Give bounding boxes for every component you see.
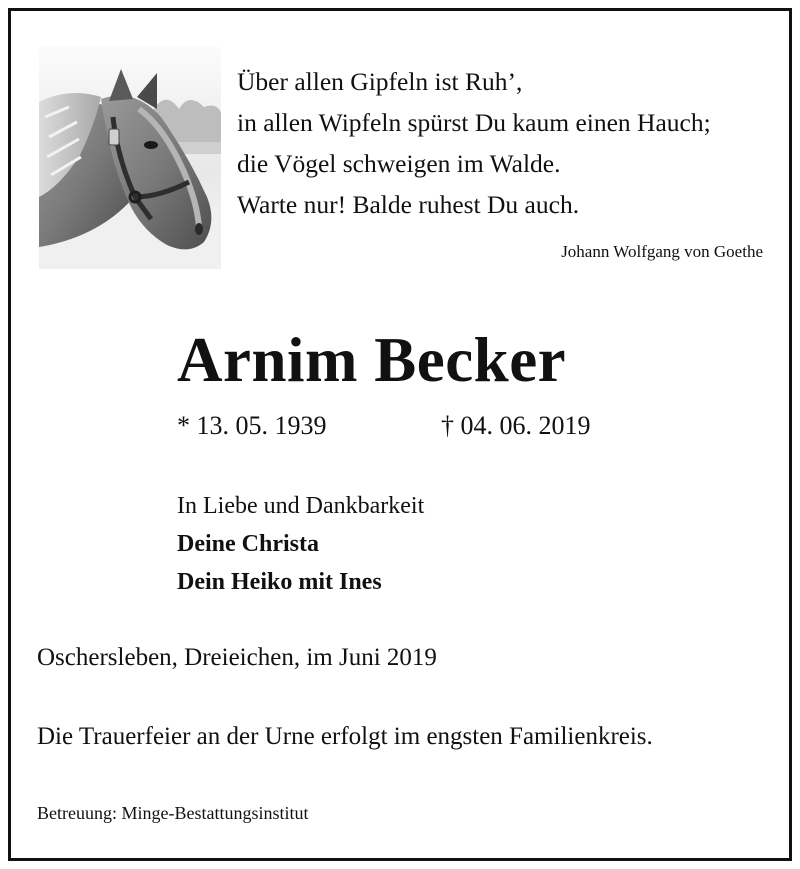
mourner-name: Deine Christa xyxy=(177,531,319,557)
funeral-notice: Die Trauerfeier an der Urne erfolgt im engsten Familienkreis. xyxy=(37,723,653,750)
birth-date: * 13. 05. 1939 xyxy=(177,411,327,440)
poem-author: Johann Wolfgang von Goethe xyxy=(561,242,763,261)
mourner-name: Dein Heiko mit Ines xyxy=(177,569,382,595)
funeral-home: Betreuung: Minge-Bestattungsinstitut xyxy=(37,803,309,823)
poem xyxy=(237,61,711,225)
poem-line: Über allen Gipfeln ist Ruh’, xyxy=(237,67,523,96)
place-and-date: Oschersleben, Dreieichen, im Juni 2019 xyxy=(37,644,437,671)
obituary-frame xyxy=(8,8,792,861)
poem-line: Warte nur! Balde ruhest Du auch. xyxy=(237,190,580,219)
mourners-intro: In Liebe und Dankbarkeit xyxy=(177,493,425,519)
death-date: † 04. 06. 2019 xyxy=(441,411,591,440)
horse-head-icon xyxy=(39,47,221,269)
poem-line: in allen Wipfeln spürst Du kaum einen Hauch; xyxy=(237,108,711,137)
poem-line: die Vögel schweigen im Walde. xyxy=(237,149,561,178)
horse-photo xyxy=(39,47,221,269)
mourners xyxy=(177,487,424,601)
deceased-name: Arnim Becker xyxy=(177,325,567,395)
